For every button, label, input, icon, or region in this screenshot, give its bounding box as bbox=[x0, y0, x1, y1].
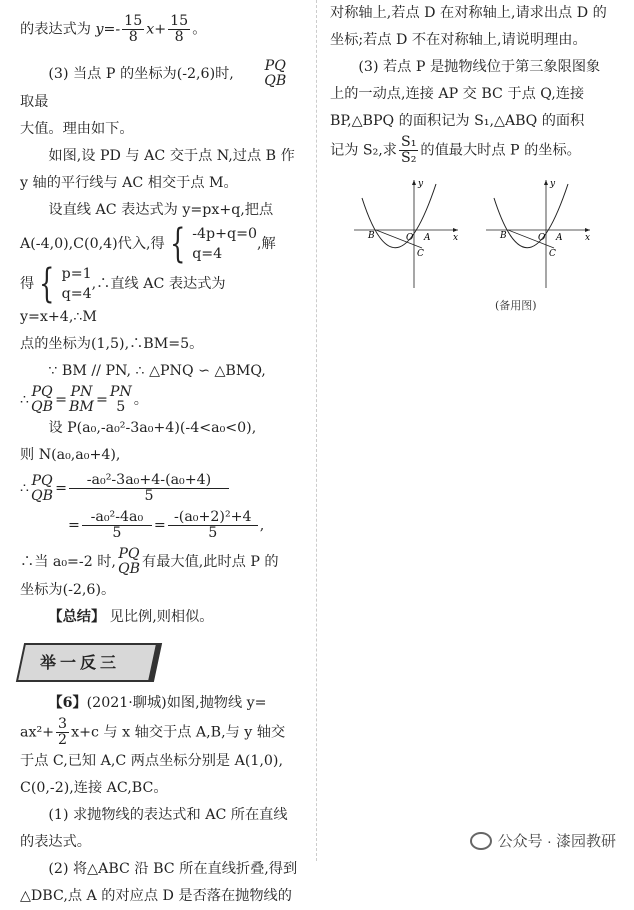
text-line: BP,△BPQ 的面积记为 S₁,△ABQ 的面积 bbox=[330, 113, 585, 129]
question-6-line-1: 【6】(2021·聊城)如图,抛物线 y= bbox=[48, 695, 267, 711]
text-line: 设直线 AC 表达式为 y=px+q,把点 bbox=[48, 202, 274, 218]
derivation-line-2: = $\frac{\text{-a₀²-4a₀}}{5}$ = $\frac{\text{-(a₀+2)²+4}}{5}$ , bbox=[68, 509, 265, 541]
text-line: 设 P(a₀,-a₀²-3a₀+4)(-4<a₀<0), bbox=[48, 420, 257, 436]
point-b-label: B bbox=[368, 231, 375, 241]
text-line: 大值。理由如下。 bbox=[20, 121, 134, 137]
fraction: $\frac{15}{8}$ bbox=[124, 13, 143, 45]
derivation-line-1: ∴ PQ QB = $\frac{\text{-a₀²-3a₀+4-(a₀+4)}}{5}$ bbox=[20, 473, 302, 504]
system-line-1: A(-4,0),C(0,4)代入,得 { -4p+q=0 q=4 ,解 bbox=[20, 221, 276, 267]
conclusion-line: ∴当 a₀=-2 时, PQ QB 有最大值,此时点 P 的 bbox=[20, 546, 279, 577]
text-line: 记为 S₂,求 $\frac{\text{S₁}}{\text{S₂}}$ 的值最大时点 P 的坐标。 bbox=[330, 134, 581, 166]
text-line: △DBC,点 A 的对应点 D 是否落在抛物线的 bbox=[20, 888, 292, 904]
fraction-pq-qb: PQ QB bbox=[264, 58, 287, 89]
text-line: (1) 求抛物线的表达式和 AC 所在直线 bbox=[48, 807, 288, 823]
column-divider bbox=[316, 0, 317, 861]
left-column bbox=[20, 0, 302, 910]
text-line: 坐标为(-2,6)。 bbox=[20, 582, 116, 598]
figure-caption: (备用图) bbox=[495, 299, 537, 312]
origin-label: O bbox=[538, 233, 546, 243]
right-column bbox=[330, 0, 612, 166]
text-line: 对称轴上,若点 D 在对称轴上,请求出点 D 的 bbox=[330, 5, 607, 21]
point-a-label: A bbox=[424, 233, 431, 243]
point-c-label: C bbox=[417, 249, 424, 259]
watermark: 公众号 · 漆园教研 bbox=[470, 830, 616, 851]
text-line: 的表达式。 bbox=[20, 834, 91, 850]
part3-statement: (3) 当点 P 的坐标为(-2,6)时, PQ QB 取最 bbox=[20, 58, 287, 110]
point-c-label: C bbox=[549, 249, 556, 259]
x-axis-label: x bbox=[453, 233, 459, 243]
text-line: (3) 若点 P 是抛物线位于第三象限图象 bbox=[358, 59, 601, 75]
fraction: $\frac{15}{8}$ bbox=[170, 13, 189, 45]
text-line: 则 N(a₀,a₀+4), bbox=[20, 447, 121, 463]
equation-system: { -4p+q=0 q=4 bbox=[169, 221, 257, 267]
figure-main bbox=[354, 179, 458, 288]
text-line: 上的一动点,连接 AP 交 BC 于点 Q,连接 bbox=[330, 86, 585, 102]
y-axis-label: y bbox=[550, 179, 556, 189]
text-line: ∵ BM // PN, ∴ △PNQ ∽ △BMQ, bbox=[48, 363, 266, 379]
origin-label: O bbox=[406, 233, 414, 243]
section-banner: 举一反三 bbox=[16, 643, 162, 682]
parabola-figures bbox=[350, 176, 600, 296]
point-b-label: B bbox=[500, 231, 507, 241]
ratio-line: ∴ PQ QB = PN BM = PN 5 。 bbox=[20, 384, 148, 415]
text-line: (2) 将△ABC 沿 BC 所在直线折叠,得到 bbox=[48, 861, 298, 877]
text-line: 坐标;若点 D 不在对称轴上,请说明理由。 bbox=[330, 32, 587, 48]
text-line: C(0,-2),连接 AC,BC。 bbox=[20, 780, 168, 796]
line-expression-result: 的表达式为 y=- $\frac{15}{8}$ x+ $\frac{15}{8}$ 。 bbox=[20, 13, 207, 45]
system-line-2: 得 { p=1 q=4 ,∴直线 AC 表达式为 y=x+4,∴M bbox=[20, 261, 226, 325]
text-line: 如图,设 PD 与 AC 交于点 N,过点 B 作 bbox=[48, 148, 295, 164]
text-line: y 轴的平行线与 AC 相交于点 M。 bbox=[20, 175, 238, 191]
point-a-label: A bbox=[556, 233, 563, 243]
x-axis-label: x bbox=[585, 233, 591, 243]
wechat-icon bbox=[470, 832, 492, 850]
summary: 【总结】 见比例,则相似。 bbox=[48, 609, 214, 625]
text-line: 点的坐标为(1,5),∴BM=5。 bbox=[20, 336, 204, 352]
equation-system: { p=1 q=4 bbox=[39, 261, 92, 307]
figure-backup bbox=[486, 179, 590, 288]
y-axis-label: y bbox=[418, 179, 424, 189]
question-6-line-2: ax²+ $\frac{3}{2}$ x+c 与 x 轴交于点 A,B,与 y 轴交 bbox=[20, 716, 286, 748]
text-line: 于点 C,已知 A,C 两点坐标分别是 A(1,0), bbox=[20, 753, 283, 769]
